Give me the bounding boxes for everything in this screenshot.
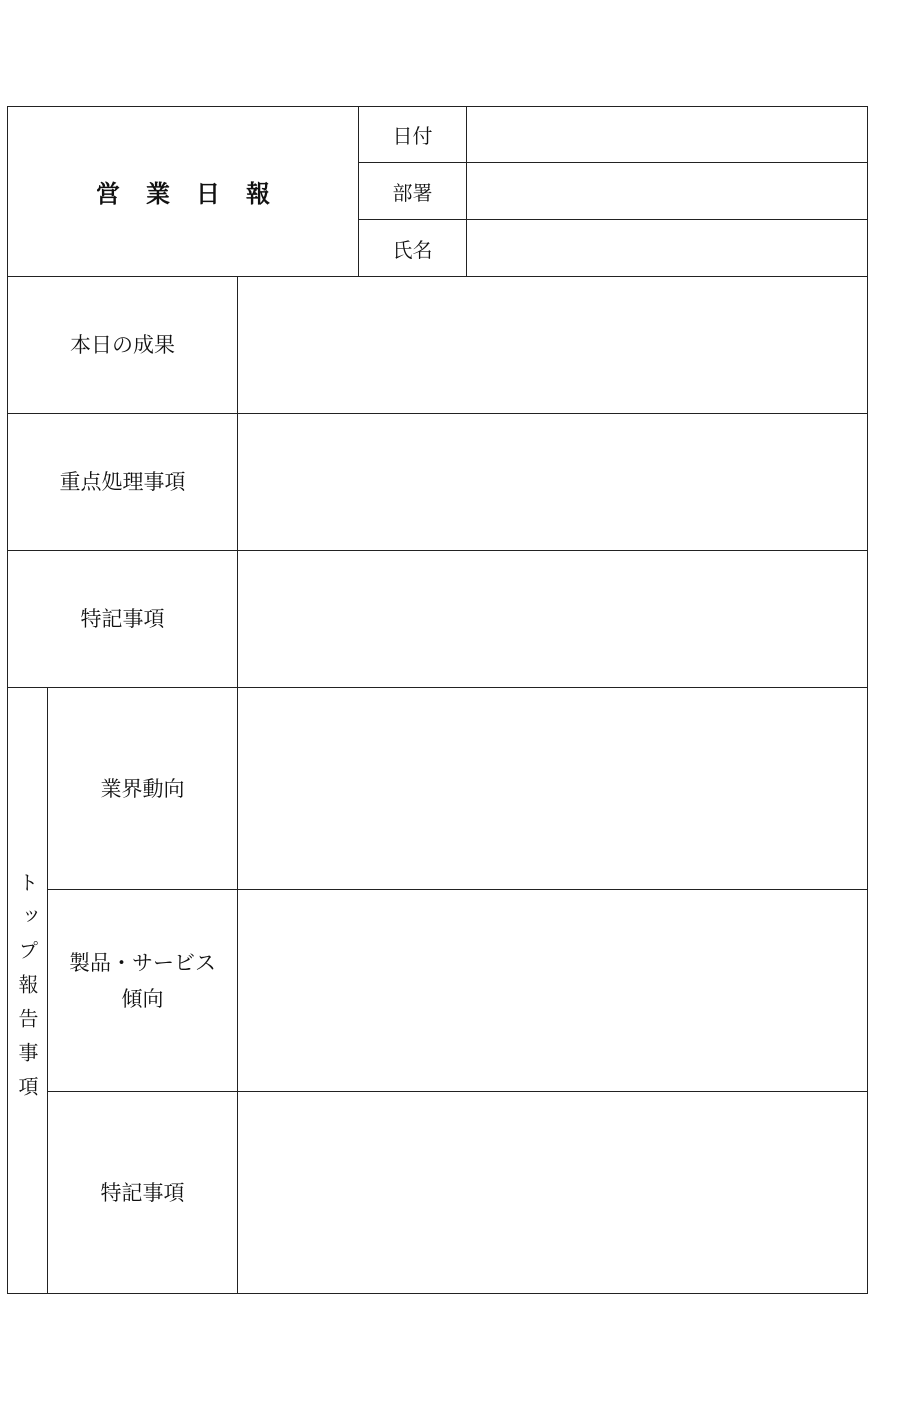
- top-notes-field[interactable]: [238, 1092, 867, 1294]
- department-field[interactable]: [467, 163, 867, 219]
- priority-label: 重点処理事項: [59, 470, 186, 494]
- priority-field[interactable]: [238, 414, 867, 550]
- industry-trend-label: 業界動向: [100, 776, 185, 801]
- department-label: 部署: [392, 180, 433, 205]
- industry-trend-field[interactable]: [238, 688, 867, 889]
- product-trend-label-line2: 傾向: [121, 986, 164, 1011]
- results-field[interactable]: [238, 277, 867, 413]
- notes-field[interactable]: [238, 551, 867, 687]
- results-label: 本日の成果: [70, 333, 175, 357]
- product-trend-label: [48, 890, 237, 1091]
- top-notes-label: 特記事項: [100, 1181, 185, 1205]
- product-trend-label-line1: 製品・サービス: [69, 950, 216, 975]
- name-field[interactable]: [467, 220, 867, 276]
- notes-label: 特記事項: [80, 607, 165, 631]
- name-label: 氏名: [392, 237, 433, 262]
- date-label: 日付: [392, 124, 433, 148]
- form-title: 営業日報: [96, 179, 296, 208]
- product-trend-field[interactable]: [238, 890, 867, 1091]
- top-report-group: [8, 688, 47, 1294]
- top-report-group-label: トップ報告事項: [15, 872, 39, 1110]
- date-field[interactable]: [467, 107, 867, 162]
